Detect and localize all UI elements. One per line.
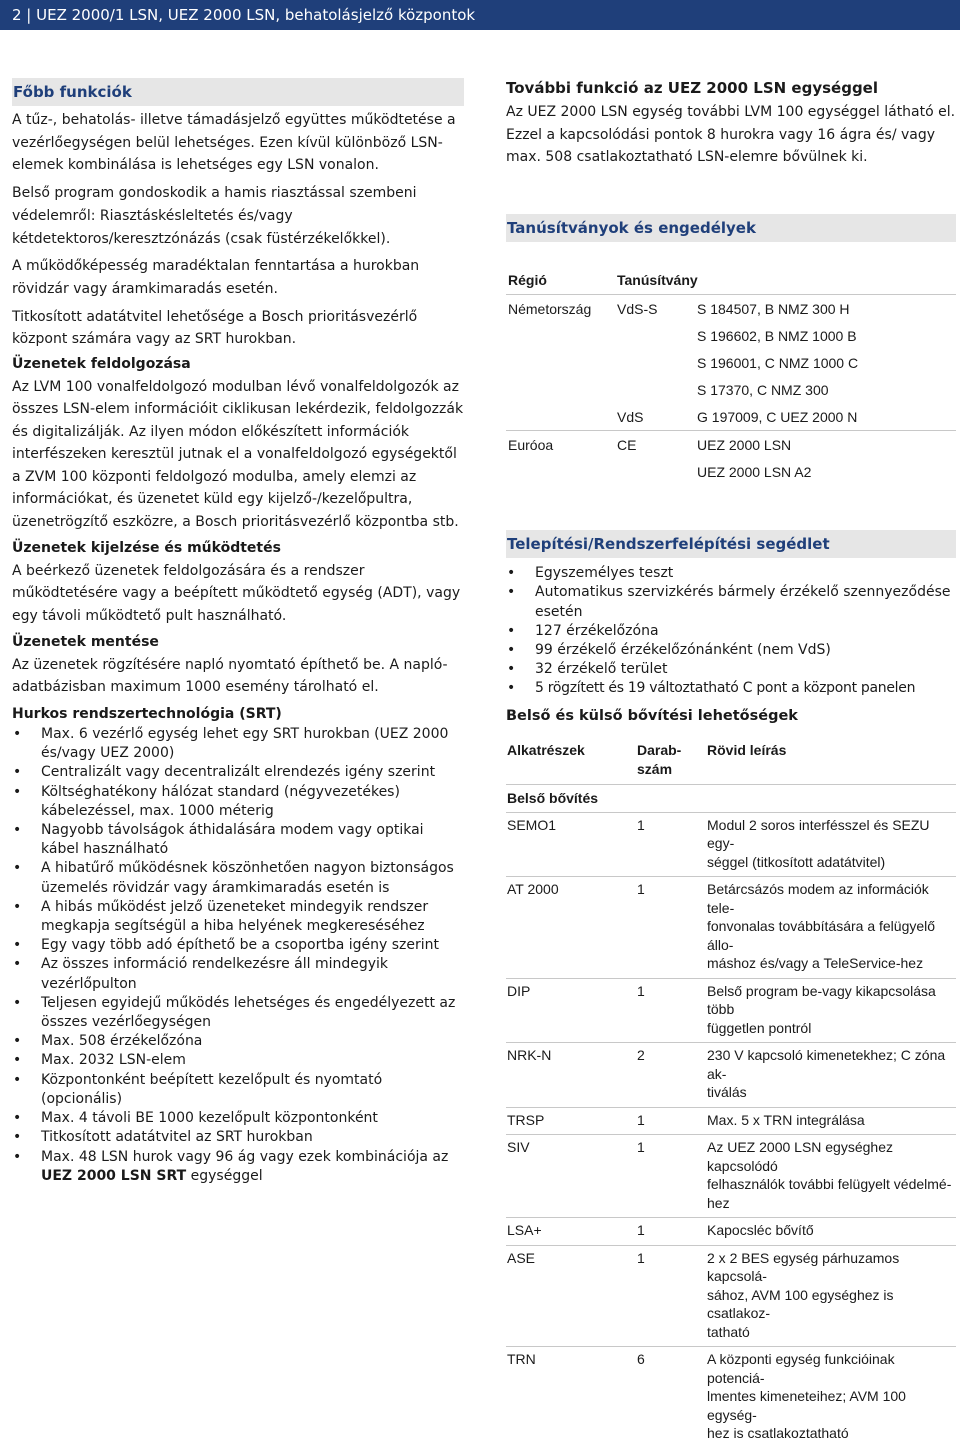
cert-row <box>506 295 956 323</box>
extension-row <box>506 812 956 877</box>
ext-quantity: 1 <box>636 1218 706 1246</box>
srt-feature-list <box>12 725 464 1186</box>
srt-feature-item: • Max. 508 érzékelőzóna <box>12 1032 464 1051</box>
srt-feature-item: • Egy vagy több adó építhető be a csoportba igény szerint <box>12 936 464 955</box>
cert-row <box>506 322 956 349</box>
ext-component: TRN <box>506 1347 636 1448</box>
ext-component: NRK-N <box>506 1043 636 1108</box>
cert-region <box>506 458 615 485</box>
srt-feature-item: • Max. 6 vezérlő egység lehet egy SRT hurokban (UEZ 2000 és/vagy UEZ 2000) <box>12 725 464 763</box>
main-functions-heading: Főbb funkciók <box>12 78 464 106</box>
ext-description: A központi egység funkcióinak potenciá- lmentes kimeneteihez; AVM 100 egység- hez is csatlakoztatható <box>706 1347 956 1448</box>
extension-header-row <box>506 741 956 785</box>
ext-description: Max. 5 x TRN integrálása <box>706 1107 956 1135</box>
srt-feature-item: • Nagyobb távolságok áthidalására modem vagy optikai kábel használható <box>12 821 464 859</box>
right-column <box>506 78 956 1448</box>
srt-feature-item: • Központonként beépített kezelőpult és nyomtató (opcionális) <box>12 1071 464 1109</box>
intro-paragraph-2: Belső program gondoskodik a hamis riasztással szembeni védelemről: Riasztáskésleltetés és/vagy kétdetektoros/keresztzónázás (csak füstérzékelőkkel). <box>12 185 417 247</box>
cert-row <box>506 458 956 485</box>
additional-function-text: Az UEZ 2000 LSN egység további LVM 100 egységgel látható el. Ezzel a kapcsolódási pontok 8 hurokra vagy 16 ágra és/ vagy max. 508 csatlakoztatható LSN-elemre bővülnek ki. <box>506 104 956 166</box>
srt-last-item-post: egységgel <box>186 1167 263 1184</box>
cert-region: Euróoa <box>506 431 615 459</box>
ext-quantity: 1 <box>636 1107 706 1135</box>
ext-component: TRSP <box>506 1107 636 1135</box>
message-save-title: Üzenetek mentése <box>12 634 159 651</box>
ext-col-quantity: Darab- szám <box>637 742 682 777</box>
cert-type <box>615 376 695 403</box>
cert-type: CE <box>615 431 695 459</box>
intro-paragraph-1: A tűz-, behatolás- illetve támadásjelző együttes működtetése a vezérlőegységen belül lehetséges. Ezen kívül különböző LSN-elemek kombinálása is lehetséges egy LSN vonalon. <box>12 112 456 174</box>
ext-component: LSA+ <box>506 1218 636 1246</box>
ext-description: Betárcsázós modem az információk tele- fonvonalas továbbítására a felügyelő állo- máshoz és/vagy a TeleService-hez <box>706 877 956 979</box>
ext-description: Az UEZ 2000 LSN egységhez kapcsolódó felhasználók további felügyelt védelmé- hez <box>706 1135 956 1218</box>
extension-row <box>506 978 956 1043</box>
left-column <box>12 78 464 1186</box>
ext-description: 230 V kapcsoló kimenetekhez; C zóna ak- tiválás <box>706 1043 956 1108</box>
srt-feature-item: • Max. 4 távoli BE 1000 kezelőpult központonként <box>12 1109 464 1128</box>
ext-component: SEMO1 <box>506 812 636 877</box>
ext-description: Belső program be-vagy kikapcsolása több független pontról <box>706 978 956 1043</box>
ext-component: DIP <box>506 978 636 1043</box>
srt-feature-item: • Centralizált vagy decentralizált elrendezés igény szerint <box>12 763 464 782</box>
installation-list <box>506 564 956 698</box>
cert-type: VdS <box>617 408 644 425</box>
extension-row <box>506 1218 956 1246</box>
cert-col-region: Régió <box>508 272 547 289</box>
cert-number: S 184507, B NMZ 300 H <box>695 295 956 323</box>
ext-description: 2 x 2 BES egység párhuzamos kapcsolá- sához, AVM 100 egységhez is csatlakoz- tatható <box>706 1245 956 1347</box>
srt-last-item-pre: Max. 48 LSN hurok vagy 96 ág vagy ezek kombinációja az <box>41 1148 449 1165</box>
installation-item: • Automatikus szervizkérés bármely érzékelő szennyeződése esetén <box>506 583 956 621</box>
installation-item: • 5 rögzített és 19 változtatható C pont a központ panelen <box>506 679 956 698</box>
cert-row <box>506 403 956 431</box>
extension-table <box>506 741 956 1448</box>
srt-feature-item: • Teljesen egyidejű működés lehetséges és engedélyezett az összes vezérlőegységen <box>12 994 464 1032</box>
cert-type <box>615 322 695 349</box>
ext-group-internal: Belső bővítés <box>506 785 956 813</box>
message-save-text: Az üzenetek rögzítésére napló nyomtató építhető be. A napló-adatbázisban maximum 1000 esemény tárolható el. <box>12 656 448 696</box>
ext-component: ASE <box>506 1245 636 1347</box>
message-processing-text: Az LVM 100 vonalfeldolgozó modulban lévő vonalfeldolgozók az összes LSN-elem információit ciklikusan lekérdezik, feldolgozzák és digitalizálják. Az ilyen módon előkészített információk interfészeken keresztül jutnak el a vonalfeldolgozó egységektől a ZVM 100 központi feldolgozó modulba, amely elemzi az információkat, és üzenetet küld egy kijelző-/kezelőpultra, üzenetrögzítő eszközre, a Bosch prioritásvezérlő központba stb. <box>12 378 464 530</box>
certificates-table <box>506 266 956 485</box>
cert-number: S 17370, C NMZ 300 <box>697 381 829 398</box>
cert-region <box>506 349 615 376</box>
cert-region: Németország <box>506 295 615 323</box>
cert-col-certificate: Tanúsítvány <box>617 272 698 289</box>
ext-quantity: 1 <box>636 978 706 1043</box>
ext-quantity: 1 <box>636 877 706 979</box>
cert-number: UEZ 2000 LSN A2 <box>697 463 812 480</box>
installation-item: • 32 érzékelő terület <box>506 660 956 679</box>
ext-description: Kapocsléc bővítő <box>706 1218 956 1246</box>
srt-title: Hurkos rendszertechnológia (SRT) <box>12 705 282 722</box>
additional-function-title: További funkció az UEZ 2000 LSN egységgel <box>506 79 878 97</box>
installation-item: • 99 érzékelő érzékelőzónánként (nem VdS) <box>506 641 956 660</box>
intro-paragraph-3: A működőképesség maradéktalan fenntartása a hurokban rövidzár vagy áramkimaradás esetén. <box>12 258 420 297</box>
cert-number: G 197009, C UEZ 2000 N <box>697 408 858 425</box>
srt-feature-item: • Max. 2032 LSN-elem <box>12 1051 464 1070</box>
srt-last-item-product: UEZ 2000 LSN SRT <box>41 1167 187 1184</box>
cert-region <box>506 322 615 349</box>
page-header-bar <box>0 0 960 30</box>
extension-row <box>506 1347 956 1448</box>
cert-type <box>615 349 695 376</box>
extension-row <box>506 1107 956 1135</box>
intro-paragraph-4: Titkosított adatátvitel lehetősége a Bosch prioritásvezérlő központ számára vagy az SRT hurokban. <box>12 308 418 348</box>
ext-quantity: 1 <box>636 812 706 877</box>
srt-feature-item: • A hibás működést jelző üzeneteket mindegyik rendszer megkapja segítségül a hiba helyének megkereséséhez <box>12 898 464 936</box>
cert-number: UEZ 2000 LSN <box>695 431 956 459</box>
certificates-header-row <box>506 266 956 295</box>
srt-feature-item: • A hibatűrő működésnek köszönhetően nagyon biztonságos üzemelés rövidzár vagy áramkimaradás esetén is <box>12 859 464 897</box>
extension-row <box>506 1245 956 1347</box>
page-header-title: 2 | UEZ 2000/1 LSN, UEZ 2000 LSN, behatolásjelző központok <box>12 6 476 24</box>
srt-feature-item: • Költséghatékony hálózat standard (négyvezetékes) kábelezéssel, max. 1000 méterig <box>12 783 464 821</box>
message-display-title: Üzenetek kijelzése és működtetés <box>12 540 281 557</box>
installation-item: • Egyszemélyes teszt <box>506 564 956 583</box>
srt-feature-item: • Titkosított adatátvitel az SRT hurokban <box>12 1128 464 1147</box>
ext-quantity: 1 <box>636 1245 706 1347</box>
cert-row <box>506 349 956 376</box>
cert-row <box>506 431 956 459</box>
ext-quantity: 6 <box>636 1347 706 1448</box>
ext-quantity: 1 <box>636 1135 706 1218</box>
extension-row <box>506 1043 956 1108</box>
ext-col-description: Rövid leírás <box>707 742 787 759</box>
cert-type: VdS-S <box>615 295 695 323</box>
cert-number: S 196001, C NMZ 1000 C <box>697 354 859 371</box>
srt-feature-item-last <box>12 1148 464 1186</box>
ext-component: SIV <box>506 1135 636 1218</box>
installation-item: • 127 érzékelőzóna <box>506 622 956 641</box>
extension-group-row <box>506 785 956 813</box>
cert-region <box>506 403 615 431</box>
ext-component: AT 2000 <box>506 877 636 979</box>
cert-type <box>615 458 695 485</box>
cert-region <box>506 376 615 403</box>
certificates-heading: Tanúsítványok és engedélyek <box>506 214 956 242</box>
ext-quantity: 2 <box>636 1043 706 1108</box>
message-processing-title: Üzenetek feldolgozása <box>12 356 191 373</box>
extension-row <box>506 1135 956 1218</box>
installation-heading: Telepítési/Rendszerfelépítési segédlet <box>506 530 956 558</box>
ext-description: Modul 2 soros interfésszel és SEZU egy- séggel (titkosított adatátvitel) <box>706 812 956 877</box>
cert-row <box>506 376 956 403</box>
message-display-text: A beérkező üzenetek feldolgozására és a rendszer működtetésére vagy a beépített működtető egység (ADT), vagy egy távoli működtető pult használható. <box>12 562 461 624</box>
extension-row <box>506 877 956 979</box>
ext-col-component: Alkatrészek <box>507 742 585 759</box>
srt-feature-item: • Az összes információ rendelkezésre áll mindegyik vezérlőpulton <box>12 955 464 993</box>
extension-title: Belső és külső bővítési lehetőségek <box>506 707 798 724</box>
cert-number: S 196602, B NMZ 1000 B <box>697 327 857 344</box>
